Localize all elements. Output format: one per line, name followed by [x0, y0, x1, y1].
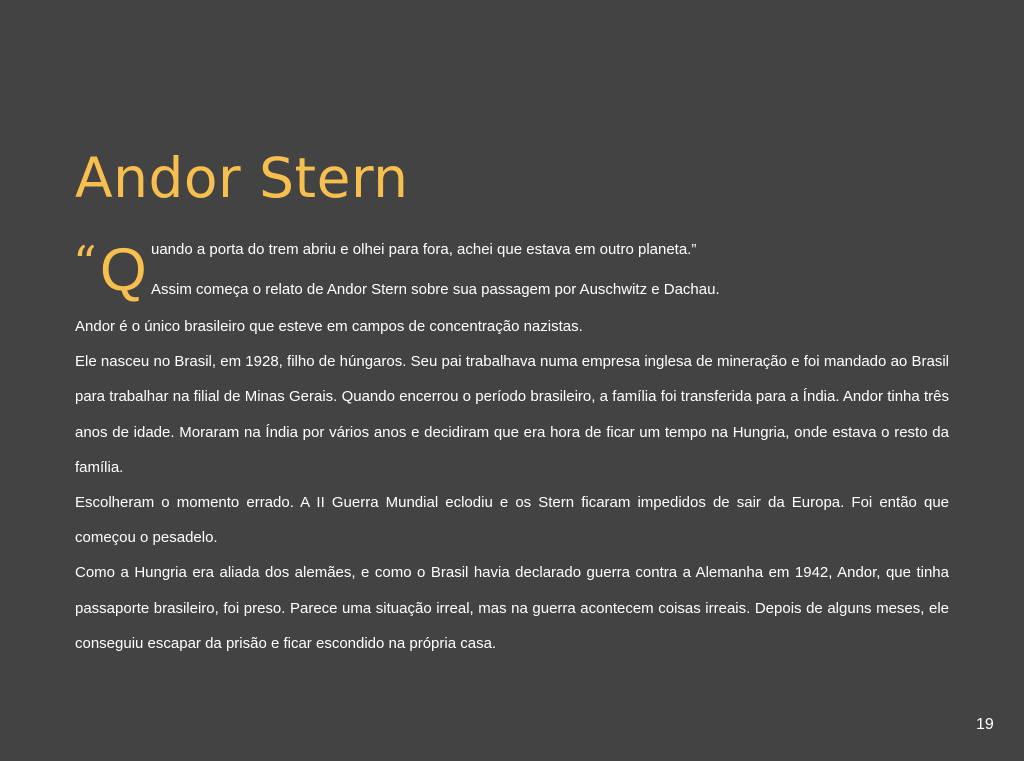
open-quote-mark: “: [73, 236, 97, 290]
paragraph: Andor é o único brasileiro que esteve em campos de concentração nazistas.: [75, 318, 583, 335]
paragraph: Como a Hungria era aliada dos alemães, e como o Brasil havia declarado guerra contra a Alemanha em 1942, Andor, que tinha passaporte brasileiro, foi preso. Parece uma situação irreal, mas na guerra acontecem coisas irreais. Depois de alguns meses, ele conseguiu escapar da prisão e ficar escondido na própria casa.: [75, 564, 949, 652]
opening-quote: [75, 238, 949, 304]
drop-cap: Q: [100, 236, 147, 303]
page-title: Andor Stern: [75, 146, 409, 210]
page-number: 19: [976, 716, 994, 733]
quote-line-2: Assim começa o relato de Andor Stern sobre sua passagem por Auschwitz e Dachau.: [151, 281, 720, 298]
paragraph: Escolheram o momento errado. A II Guerra Mundial eclodiu e os Stern ficaram impedidos de sair da Europa. Foi então que começou o pesadelo.: [75, 494, 949, 547]
paragraph: Ele nasceu no Brasil, em 1928, filho de húngaros. Seu pai trabalhava numa empresa inglesa de mineração e foi mandado ao Brasil para trabalhar na filial de Minas Gerais. Quando encerrou o período brasileiro, a família foi transferida para a Índia. Andor tinha três anos de idade. Moraram na Índia por vários anos e decidiram que era hora de ficar um tempo na Hungria, onde estava o resto da família.: [75, 353, 949, 476]
quote-line-1: uando a porta do trem abriu e olhei para fora, achei que estava em outro planeta.”: [151, 241, 697, 258]
article-body: [75, 309, 949, 661]
